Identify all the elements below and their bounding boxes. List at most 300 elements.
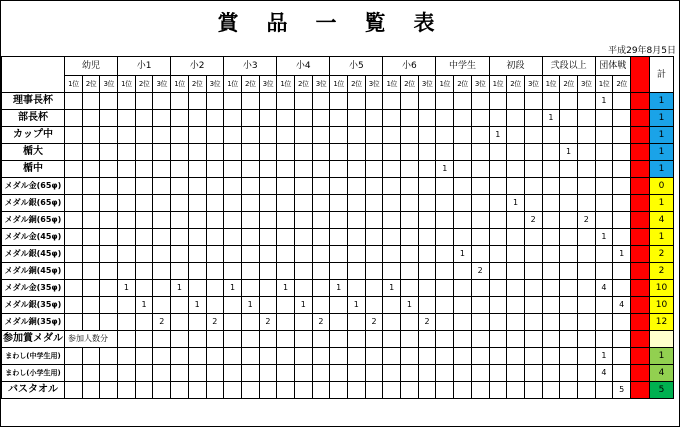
value-cell xyxy=(524,127,542,144)
total-cell: 1 xyxy=(650,229,674,246)
red-marker-cell xyxy=(631,365,650,382)
value-cell xyxy=(454,263,472,280)
value-cell xyxy=(241,144,259,161)
value-cell xyxy=(436,348,454,365)
value-cell xyxy=(560,263,578,280)
value-cell xyxy=(471,314,489,331)
value-cell xyxy=(277,382,295,399)
value-cell xyxy=(206,263,224,280)
value-cell xyxy=(454,195,472,212)
value-cell xyxy=(436,365,454,382)
value-cell xyxy=(401,127,419,144)
value-cell xyxy=(524,382,542,399)
value-cell xyxy=(330,382,348,399)
value-cell xyxy=(418,110,436,127)
value-cell xyxy=(312,246,330,263)
value-cell xyxy=(312,93,330,110)
value-cell xyxy=(471,93,489,110)
value-cell xyxy=(365,382,383,399)
value-cell xyxy=(135,263,153,280)
value-cell xyxy=(118,382,136,399)
value-cell: 1 xyxy=(330,280,348,297)
red-marker-cell xyxy=(631,110,650,127)
value-cell xyxy=(294,229,312,246)
value-cell xyxy=(312,144,330,161)
value-cell xyxy=(542,144,560,161)
value-cell xyxy=(542,365,560,382)
value-cell xyxy=(454,348,472,365)
value-cell xyxy=(100,212,118,229)
value-cell xyxy=(595,144,613,161)
value-cell xyxy=(436,263,454,280)
value-cell xyxy=(577,229,595,246)
value-cell: 1 xyxy=(454,246,472,263)
value-cell xyxy=(595,246,613,263)
value-cell xyxy=(153,93,171,110)
value-cell xyxy=(294,212,312,229)
value-cell xyxy=(259,93,277,110)
value-cell xyxy=(436,93,454,110)
value-cell xyxy=(348,314,366,331)
place-header: 1位 xyxy=(330,76,348,93)
value-cell xyxy=(188,144,206,161)
prize-label: 楯大 xyxy=(2,144,65,161)
value-cell xyxy=(294,93,312,110)
value-cell xyxy=(383,110,401,127)
value-cell xyxy=(471,195,489,212)
value-cell xyxy=(135,212,153,229)
prize-label: まわし(小学生用) xyxy=(2,365,65,382)
value-cell xyxy=(82,110,100,127)
value-cell xyxy=(241,93,259,110)
value-cell xyxy=(312,263,330,280)
red-marker-cell xyxy=(631,280,650,297)
value-cell xyxy=(542,127,560,144)
value-cell xyxy=(153,110,171,127)
value-cell xyxy=(560,161,578,178)
value-cell xyxy=(401,212,419,229)
value-cell xyxy=(100,297,118,314)
value-cell: 1 xyxy=(595,348,613,365)
value-cell xyxy=(560,331,578,348)
place-header: 2位 xyxy=(348,76,366,93)
value-cell xyxy=(259,348,277,365)
value-cell: 1 xyxy=(171,280,189,297)
value-cell xyxy=(471,178,489,195)
value-cell xyxy=(135,331,153,348)
place-header: 3位 xyxy=(153,76,171,93)
value-cell xyxy=(436,280,454,297)
red-marker-cell xyxy=(631,127,650,144)
table-row xyxy=(2,263,674,280)
value-cell xyxy=(365,212,383,229)
value-cell xyxy=(524,144,542,161)
total-cell: 5 xyxy=(650,382,674,399)
value-cell xyxy=(224,365,242,382)
value-cell xyxy=(118,263,136,280)
value-cell xyxy=(542,280,560,297)
value-cell xyxy=(542,195,560,212)
place-header: 1位 xyxy=(383,76,401,93)
place-header: 3位 xyxy=(259,76,277,93)
value-cell xyxy=(401,246,419,263)
value-cell: 1 xyxy=(595,229,613,246)
value-cell xyxy=(82,382,100,399)
value-cell xyxy=(471,144,489,161)
value-cell xyxy=(330,178,348,195)
value-cell xyxy=(595,161,613,178)
group-header: 小5 xyxy=(330,57,383,76)
value-cell xyxy=(82,365,100,382)
value-cell xyxy=(312,195,330,212)
value-cell xyxy=(277,314,295,331)
group-header: 小1 xyxy=(118,57,171,76)
value-cell xyxy=(383,331,401,348)
value-cell xyxy=(577,93,595,110)
corner-cell xyxy=(2,57,65,93)
value-cell xyxy=(577,161,595,178)
place-header: 1位 xyxy=(277,76,295,93)
value-cell xyxy=(206,348,224,365)
value-cell xyxy=(135,144,153,161)
value-cell xyxy=(312,382,330,399)
value-cell xyxy=(542,246,560,263)
value-cell xyxy=(118,348,136,365)
value-cell xyxy=(454,229,472,246)
place-header: 3位 xyxy=(524,76,542,93)
value-cell xyxy=(277,212,295,229)
value-cell xyxy=(171,297,189,314)
value-cell xyxy=(560,127,578,144)
value-cell xyxy=(294,382,312,399)
value-cell xyxy=(153,263,171,280)
value-cell: 1 xyxy=(348,297,366,314)
value-cell xyxy=(135,246,153,263)
value-cell xyxy=(524,348,542,365)
value-cell: 1 xyxy=(241,297,259,314)
value-cell xyxy=(595,263,613,280)
value-cell xyxy=(613,212,631,229)
value-cell xyxy=(436,212,454,229)
value-cell xyxy=(294,348,312,365)
value-cell xyxy=(542,93,560,110)
value-cell xyxy=(577,297,595,314)
value-cell xyxy=(330,331,348,348)
value-cell xyxy=(294,161,312,178)
value-cell xyxy=(507,246,525,263)
prize-label: メダル金(65φ) xyxy=(2,178,65,195)
value-cell xyxy=(577,331,595,348)
value-cell xyxy=(436,110,454,127)
value-cell xyxy=(524,331,542,348)
value-cell xyxy=(188,195,206,212)
value-cell xyxy=(489,280,507,297)
value-cell xyxy=(365,280,383,297)
value-cell xyxy=(224,212,242,229)
value-cell xyxy=(153,297,171,314)
place-header: 3位 xyxy=(365,76,383,93)
value-cell xyxy=(224,195,242,212)
value-cell xyxy=(330,195,348,212)
place-header: 1位 xyxy=(436,76,454,93)
value-cell xyxy=(613,161,631,178)
value-cell xyxy=(613,127,631,144)
value-cell xyxy=(312,297,330,314)
value-cell xyxy=(241,178,259,195)
value-cell xyxy=(613,263,631,280)
value-cell xyxy=(560,297,578,314)
value-cell xyxy=(294,365,312,382)
value-cell xyxy=(560,348,578,365)
prize-label: 部長杯 xyxy=(2,110,65,127)
value-cell xyxy=(330,297,348,314)
value-cell xyxy=(153,212,171,229)
place-header: 2位 xyxy=(82,76,100,93)
value-cell xyxy=(348,93,366,110)
value-cell xyxy=(507,161,525,178)
value-cell xyxy=(118,212,136,229)
value-cell xyxy=(118,161,136,178)
prize-label: メダル銀(45φ) xyxy=(2,246,65,263)
value-cell xyxy=(560,178,578,195)
value-cell xyxy=(383,93,401,110)
value-cell xyxy=(418,348,436,365)
value-cell xyxy=(383,297,401,314)
value-cell xyxy=(135,280,153,297)
value-cell xyxy=(560,365,578,382)
value-cell xyxy=(277,263,295,280)
value-cell xyxy=(471,229,489,246)
value-cell xyxy=(418,297,436,314)
value-cell xyxy=(542,263,560,280)
value-cell xyxy=(595,178,613,195)
value-cell xyxy=(454,161,472,178)
value-cell xyxy=(259,382,277,399)
value-cell xyxy=(560,93,578,110)
value-cell xyxy=(348,144,366,161)
value-cell xyxy=(383,246,401,263)
place-header: 2位 xyxy=(241,76,259,93)
value-cell xyxy=(524,365,542,382)
value-cell xyxy=(153,382,171,399)
value-cell xyxy=(507,280,525,297)
value-cell xyxy=(277,297,295,314)
prize-label: メダル銀(65φ) xyxy=(2,195,65,212)
value-cell xyxy=(171,331,189,348)
value-cell xyxy=(595,297,613,314)
value-cell xyxy=(100,280,118,297)
prize-label: メダル銀(35φ) xyxy=(2,297,65,314)
red-marker-cell xyxy=(631,263,650,280)
value-cell xyxy=(153,348,171,365)
value-cell xyxy=(241,280,259,297)
value-cell xyxy=(294,127,312,144)
value-cell xyxy=(82,280,100,297)
value-cell xyxy=(277,246,295,263)
value-cell xyxy=(418,127,436,144)
value-cell xyxy=(188,365,206,382)
value-cell xyxy=(436,229,454,246)
red-marker-cell xyxy=(631,229,650,246)
red-marker-cell xyxy=(631,178,650,195)
value-cell xyxy=(401,348,419,365)
total-cell: 1 xyxy=(650,161,674,178)
value-cell xyxy=(454,127,472,144)
prize-label: メダル金(35φ) xyxy=(2,280,65,297)
value-cell: 4 xyxy=(613,297,631,314)
value-cell xyxy=(100,382,118,399)
value-cell xyxy=(383,127,401,144)
value-cell xyxy=(471,246,489,263)
value-cell xyxy=(312,178,330,195)
value-cell xyxy=(401,229,419,246)
table-row xyxy=(2,178,674,195)
value-cell: 1 xyxy=(489,127,507,144)
place-header: 1位 xyxy=(118,76,136,93)
value-cell xyxy=(171,229,189,246)
value-cell xyxy=(277,144,295,161)
value-cell xyxy=(135,195,153,212)
value-cell xyxy=(153,195,171,212)
value-cell xyxy=(259,144,277,161)
value-cell xyxy=(206,229,224,246)
value-cell xyxy=(613,110,631,127)
value-cell xyxy=(613,348,631,365)
value-cell: 1 xyxy=(595,93,613,110)
value-cell xyxy=(312,161,330,178)
value-cell xyxy=(401,110,419,127)
value-cell xyxy=(577,110,595,127)
value-cell xyxy=(365,331,383,348)
value-cell xyxy=(454,382,472,399)
value-cell xyxy=(259,246,277,263)
value-cell xyxy=(82,195,100,212)
table-row xyxy=(2,365,674,382)
value-cell xyxy=(171,314,189,331)
total-cell: 1 xyxy=(650,195,674,212)
value-cell xyxy=(471,161,489,178)
value-cell xyxy=(577,280,595,297)
value-cell xyxy=(348,246,366,263)
value-cell xyxy=(348,382,366,399)
value-cell xyxy=(135,382,153,399)
value-cell xyxy=(595,195,613,212)
value-cell xyxy=(171,195,189,212)
value-cell xyxy=(259,297,277,314)
value-cell xyxy=(153,127,171,144)
value-cell xyxy=(577,382,595,399)
value-cell xyxy=(401,382,419,399)
value-cell xyxy=(560,280,578,297)
value-cell xyxy=(100,110,118,127)
value-cell xyxy=(241,263,259,280)
value-cell xyxy=(206,127,224,144)
value-cell xyxy=(118,144,136,161)
place-header: 1位 xyxy=(542,76,560,93)
value-cell xyxy=(348,263,366,280)
value-cell xyxy=(206,382,224,399)
value-cell xyxy=(595,382,613,399)
value-cell xyxy=(507,314,525,331)
value-cell xyxy=(277,331,295,348)
value-cell xyxy=(436,314,454,331)
value-cell xyxy=(312,348,330,365)
value-cell xyxy=(471,127,489,144)
value-cell xyxy=(171,382,189,399)
value-cell xyxy=(171,110,189,127)
value-cell xyxy=(418,365,436,382)
value-cell xyxy=(418,246,436,263)
table-row xyxy=(2,93,674,110)
value-cell xyxy=(454,314,472,331)
value-cell xyxy=(206,331,224,348)
value-cell xyxy=(65,263,83,280)
value-cell xyxy=(259,195,277,212)
value-cell xyxy=(65,314,83,331)
table-row xyxy=(2,246,674,263)
value-cell xyxy=(577,195,595,212)
value-cell xyxy=(135,314,153,331)
value-cell xyxy=(613,314,631,331)
value-cell xyxy=(507,348,525,365)
place-header: 2位 xyxy=(294,76,312,93)
value-cell xyxy=(65,212,83,229)
value-cell xyxy=(471,382,489,399)
value-cell xyxy=(118,365,136,382)
value-cell xyxy=(489,178,507,195)
value-cell xyxy=(436,178,454,195)
value-cell xyxy=(330,144,348,161)
value-cell xyxy=(82,263,100,280)
value-cell xyxy=(383,382,401,399)
table-row xyxy=(2,382,674,399)
value-cell xyxy=(206,161,224,178)
value-cell xyxy=(436,127,454,144)
red-marker-cell xyxy=(631,297,650,314)
value-cell xyxy=(330,365,348,382)
value-cell xyxy=(118,127,136,144)
prize-table xyxy=(1,56,674,399)
value-cell xyxy=(118,331,136,348)
value-cell xyxy=(365,195,383,212)
place-header: 1位 xyxy=(171,76,189,93)
value-cell: 2 xyxy=(524,212,542,229)
value-cell xyxy=(454,178,472,195)
value-cell xyxy=(613,93,631,110)
red-marker-cell xyxy=(631,246,650,263)
value-cell xyxy=(330,263,348,280)
red-marker-cell xyxy=(631,314,650,331)
value-cell xyxy=(224,178,242,195)
value-cell xyxy=(118,229,136,246)
value-cell xyxy=(82,246,100,263)
value-cell xyxy=(577,144,595,161)
value-cell: 1 xyxy=(118,280,136,297)
value-cell xyxy=(330,212,348,229)
value-cell xyxy=(118,314,136,331)
value-cell xyxy=(82,161,100,178)
value-cell xyxy=(171,93,189,110)
value-cell xyxy=(348,331,366,348)
value-cell xyxy=(560,314,578,331)
value-cell xyxy=(65,297,83,314)
value-cell xyxy=(418,195,436,212)
table-row xyxy=(2,348,674,365)
value-cell xyxy=(401,365,419,382)
total-cell: 1 xyxy=(650,93,674,110)
red-marker-cell xyxy=(631,144,650,161)
value-cell xyxy=(153,246,171,263)
